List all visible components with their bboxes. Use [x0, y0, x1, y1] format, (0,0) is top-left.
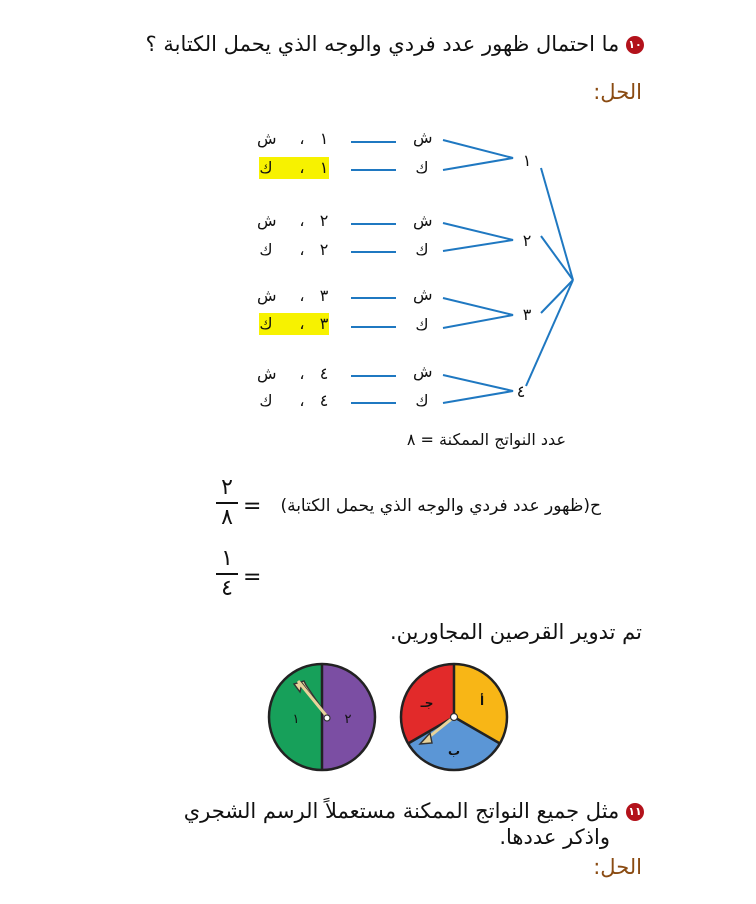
tree-lines: [351, 140, 573, 403]
coin-branch-4: [443, 375, 513, 403]
spinner-1-label-2: ٢: [344, 712, 352, 727]
outcome-number: ٤: [319, 364, 329, 383]
coin-tails: ك: [415, 158, 429, 177]
outcome-coin: ك: [259, 240, 273, 259]
tree-number-2: ٢: [522, 231, 532, 250]
outcome-comma: ،: [299, 211, 305, 230]
fraction-denominator: ٨: [221, 505, 233, 530]
fraction-numerator: ١: [221, 546, 233, 571]
outcome-coin: ش: [257, 364, 277, 383]
question-10-text: ما احتمال ظهور عدد فردي والوجه الذي يحمل الكتابة ؟: [145, 32, 620, 56]
coin-tails: ك: [415, 240, 429, 259]
spinner-2-hub: [451, 714, 458, 721]
question-number-badge: ١١: [626, 803, 644, 821]
outcome-comma: ،: [299, 240, 305, 259]
equals-sign: =: [243, 494, 262, 519]
question-11-line1: مثل جميع النواتج الممكنة مستعملاً الرسم الشجري: [183, 799, 620, 823]
outcome-coin: ش: [257, 211, 277, 230]
outcome-row-highlighted: [259, 313, 329, 335]
fraction-denominator: ٤: [221, 576, 233, 601]
spinner-1-hub: [324, 715, 330, 721]
coin-branch-1: [443, 140, 513, 170]
fraction-bar: [216, 573, 238, 575]
outcome-comma: ،: [299, 391, 305, 410]
outcome-number: ٣: [319, 314, 329, 333]
spinner-1-label-1: ١: [292, 712, 300, 727]
outcome-number: ١: [319, 129, 329, 148]
outcome-number: ٣: [319, 286, 329, 305]
spinner-2-label-b: ب: [447, 744, 461, 758]
coin-branch-2: [443, 223, 513, 251]
solution-label: الحل:: [593, 80, 642, 104]
coin-branch-3: [443, 298, 513, 328]
probability-expression: ح(ظهور عدد فردي والوجه الذي يحمل الكتابة): [280, 496, 601, 516]
outcome-coin: ك: [259, 391, 273, 410]
solution-label: الحل:: [593, 855, 642, 879]
outcome-comma: ،: [299, 364, 305, 383]
outcome-coin: ش: [257, 286, 277, 305]
coin-tails: ك: [415, 315, 429, 334]
question-number-badge: ١٠: [626, 36, 644, 54]
fraction-2-8: [216, 477, 238, 529]
outcome-coin: ش: [257, 129, 277, 148]
tree-number-3: ٣: [522, 305, 532, 324]
branch-2: [541, 236, 573, 280]
fraction-bar: [216, 502, 238, 504]
outcome-comma: ،: [299, 286, 305, 305]
coin-heads: ش: [413, 285, 433, 304]
fraction-1-4: [216, 548, 238, 600]
branch-3: [541, 280, 573, 313]
coin-heads: ش: [413, 128, 433, 147]
fraction-numerator: ٢: [221, 475, 233, 500]
question-11-line2: واذكر عددها.: [499, 825, 610, 849]
spinner-2-label-c: جـ: [420, 696, 434, 710]
tree-number-1: ١: [522, 151, 532, 170]
outcome-comma: ،: [299, 314, 305, 333]
coin-heads: ش: [413, 362, 433, 381]
coin-heads: ش: [413, 211, 433, 230]
spinners-statement: تم تدوير القرصين المجاورين.: [390, 620, 642, 644]
spinner-2-label-a: أ: [479, 694, 485, 708]
outcome-number: ١: [319, 158, 329, 177]
question-11-title: [184, 799, 644, 823]
outcome-number: ٤: [319, 391, 329, 410]
outcome-comma: ،: [299, 129, 305, 148]
coin-tails: ك: [415, 391, 429, 410]
total-outcomes: عدد النواتج الممكنة = ٨: [406, 430, 566, 449]
spinner-1: [269, 664, 375, 770]
outcome-row-highlighted: [259, 157, 329, 179]
outcome-comma: ،: [299, 158, 305, 177]
outcome-coin: ك: [259, 314, 273, 333]
equals-sign: =: [243, 565, 262, 590]
outcome-number: ٢: [319, 211, 329, 230]
spinner-2: [401, 664, 507, 770]
branch-1: [541, 168, 573, 280]
outcome-coin: ك: [259, 158, 273, 177]
spinner-pair: [266, 660, 516, 774]
branch-4: [526, 280, 573, 386]
tree-number-4: ٤: [516, 382, 526, 401]
outcome-number: ٢: [319, 240, 329, 259]
